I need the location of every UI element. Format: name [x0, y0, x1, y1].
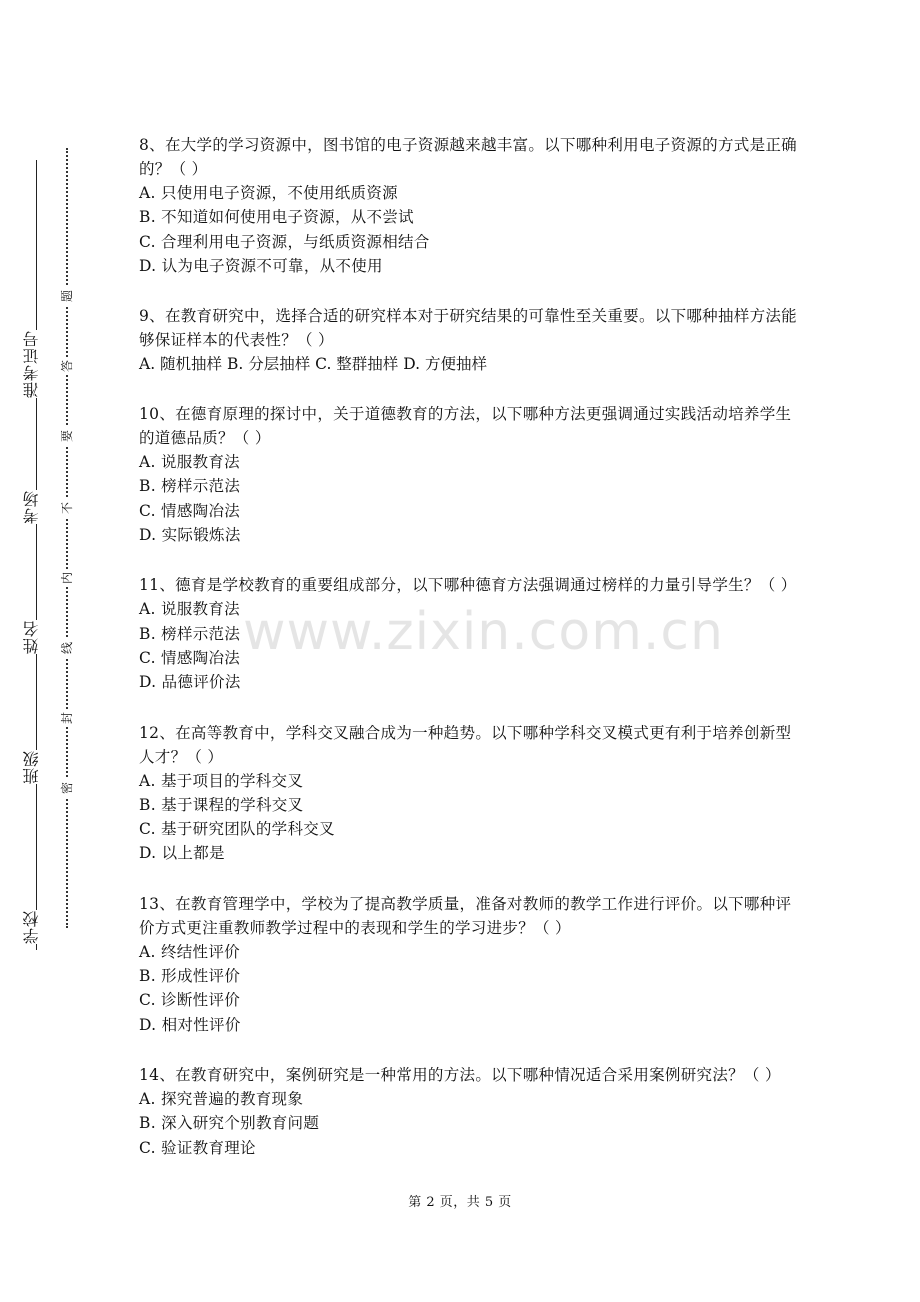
seal-char: 封 [59, 709, 75, 727]
field-name-label: 姓名 [14, 620, 50, 654]
field-exam-room-label: 考场 [14, 490, 50, 524]
page-number-footer: 第 2 页，共 5 页 [408, 1195, 512, 1210]
question-10 [139, 402, 799, 547]
binding-margin [0, 0, 110, 1302]
option-a: A. 终结性评价 [139, 942, 240, 961]
question-13 [139, 892, 799, 1037]
option-b: B. 榜样示范法 [139, 477, 241, 496]
seal-char: 题 [59, 287, 75, 305]
option-b: B. 榜样示范法 [139, 624, 241, 643]
option-c: C. 合理利用电子资源，与纸质资源相结合 [139, 232, 430, 251]
option-list [139, 769, 799, 866]
option-list [139, 1087, 799, 1160]
option-b: B. 基于课程的学科交叉 [139, 795, 304, 814]
question-stem: 9、在教育研究中，选择合适的研究样本对于研究结果的可靠性至关重要。以下哪种抽样方法能够保证样本的代表性？（ ） [139, 307, 797, 350]
question-9 [139, 304, 799, 376]
question-stem: 14、在教育研究中，案例研究是一种常用的方法。以下哪种情况适合采用案例研究法？（ ） [139, 1065, 781, 1084]
seal-char: 内 [59, 569, 75, 587]
question-stem: 10、在德育原理的探讨中，关于道德教育的方法，以下哪种方法更强调通过实践活动培养学生的道德品质？（ ） [139, 405, 792, 448]
question-11 [139, 573, 799, 694]
seal-char: 线 [59, 639, 75, 657]
question-stem: 8、在大学的学习资源中，图书馆的电子资源越来越丰富。以下哪种利用电子资源的方式是正确的？（ ） [139, 136, 797, 178]
question-8 [139, 133, 799, 278]
field-school-label: 学校 [14, 910, 50, 944]
option-d: D. 实际锻炼法 [139, 526, 241, 545]
option-d: D. 相对性评价 [139, 1015, 241, 1034]
option-c: C. 验证教育理论 [139, 1138, 256, 1157]
seal-char: 不 [59, 499, 75, 517]
option-d: D. 以上都是 [139, 844, 225, 863]
option-d: D. 品德评价法 [139, 673, 241, 692]
option-c: C. 基于研究团队的学科交叉 [139, 820, 335, 839]
option-list [139, 597, 799, 694]
question-stem: 12、在高等教育中，学科交叉融合成为一种趋势。以下哪种学科交叉模式更有利于培养创新型人才？（ ） [139, 723, 792, 766]
option-list [139, 940, 799, 1037]
option-line: A. 随机抽样 B. 分层抽样 C. 整群抽样 D. 方便抽样 [139, 355, 487, 374]
seal-char: 答 [59, 357, 75, 375]
seal-dotted-line [66, 148, 68, 928]
question-list [139, 133, 799, 1186]
watermark: www.zixin.com.cn [243, 602, 724, 662]
field-exam-number-label: 准考证号 [14, 330, 50, 398]
option-c: C. 诊断性评价 [139, 991, 241, 1010]
seal-char: 密 [59, 779, 75, 797]
question-12 [139, 721, 799, 866]
binding-solid-line [36, 160, 37, 950]
option-a: A. 探究普遍的教育现象 [139, 1089, 304, 1108]
seal-char: 要 [59, 427, 75, 445]
option-list [139, 450, 799, 547]
option-b: B. 不知道如何使用电子资源，从不尝试 [139, 208, 414, 227]
option-list [139, 181, 799, 278]
option-c: C. 情感陶冶法 [139, 501, 241, 520]
option-a: A. 说服教育法 [139, 600, 240, 619]
option-c: C. 情感陶冶法 [139, 648, 241, 667]
question-stem: 13、在教育管理学中，学校为了提高教学质量，准备对教师的教学工作进行评价。以下哪种评价方式更注重教师教学过程中的表现和学生的学习进步？（ ） [139, 894, 792, 937]
field-class-label: 班级 [14, 750, 50, 784]
option-b: B. 深入研究个别教育问题 [139, 1114, 320, 1133]
option-a: A. 说服教育法 [139, 453, 240, 472]
option-a: A. 只使用电子资源，不使用纸质资源 [139, 184, 398, 202]
option-b: B. 形成性评价 [139, 967, 241, 986]
option-d: D. 认为电子资源不可靠，从不使用 [139, 256, 383, 275]
question-14 [139, 1063, 799, 1160]
question-stem: 11、德育是学校教育的重要组成部分，以下哪种德育方法强调通过榜样的力量引导学生？（ ） [139, 576, 797, 595]
option-a: A. 基于项目的学科交叉 [139, 771, 304, 790]
